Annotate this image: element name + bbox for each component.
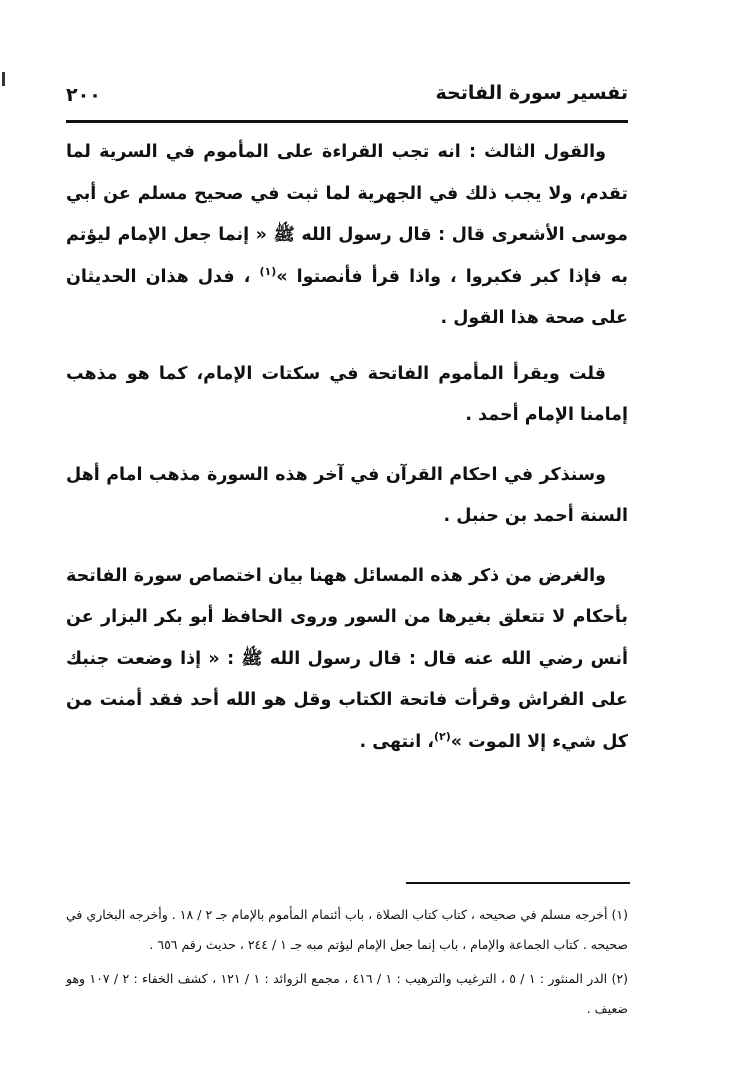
- footnote-text: أخرجه مسلم في صحيحه ، كتاب كتاب الصلاة ، باب أئتمام المأموم بالإمام جـ ٢ / ١٨ . وأخرجه البخاري في صحيحه . كتاب الجماعة والإمام ، باب إنما جعل الإمام ليؤتم مبه جـ ١ / ٢٤٤ ، حديث رقم ٦٥٦ .: [66, 907, 628, 952]
- page-number: ٢٠٠: [66, 84, 101, 106]
- paragraph-text: وسنذكر في احكام القرآن في آخر هذه السورة مذهب امام أهل السنة أحمد بن حنبل .: [66, 464, 628, 526]
- footnote-1: [66, 900, 628, 960]
- paragraph-ahkam: [66, 455, 628, 538]
- paragraph-purpose: [66, 556, 628, 764]
- running-title: تفسير سورة الفاتحة: [435, 82, 628, 104]
- paragraph-third-opinion: [66, 132, 628, 340]
- footnotes: [66, 900, 628, 1028]
- main-text: [66, 132, 628, 763]
- footnote-separator: [406, 882, 630, 884]
- footnote-2: [66, 964, 628, 1024]
- footnote-marker: (٢): [433, 729, 451, 743]
- paragraph-text-after: ، انتهى .: [359, 731, 434, 752]
- footnote-text: الدر المنثور : ١ / ٥ ، الترغيب والترهيب : ١ / ٤١٦ ، مجمع الزوائد : ١ / ١٢١ ، كشف الخفاء : ٢ / ١٠٧ وهو ضعيف .: [66, 971, 628, 1016]
- footnote-marker: (١): [259, 264, 277, 278]
- footnote-number: (٢): [611, 971, 628, 986]
- footnote-number: (١): [611, 907, 629, 922]
- page-header: [66, 76, 628, 120]
- paragraph-author-note: [66, 354, 628, 437]
- paragraph-text: والغرض من ذكر هذه المسائل ههنا بيان اختصاص سورة الفاتحة بأحكام لا تتعلق بغيرها من السور وروى الحافظ أبو بكر البزار عن أنس رضي الله عنه قال : قال رسول الله ﷺ : « إذا وضعت جنبك على الفراش وقرأت فاتحة الكتاب وقل هو الله أحد فقد أمنت من كل شيء إلا الموت »: [66, 565, 628, 752]
- paragraph-text-after: ، فدل هذان الحديثان على صحة هذا القول .: [66, 266, 628, 328]
- header-rule: [66, 120, 628, 123]
- paragraph-text: قلت ويقرأ المأموم الفاتحة في سكتات الإمام، كما هو مذهب إمامنا الإمام أحمد .: [66, 363, 628, 425]
- paragraph-text: والقول الثالث : انه تجب القراءة على المأموم في السرية لما تقدم، ولا يجب ذلك في الجهرية لما ثبت في صحيح مسلم عن أبي موسى الأشعرى قال : قال رسول الله ﷺ « إنما جعل الإمام ليؤتم به فإذا كبر فكبروا ، واذا قرأ فأنصتوا »: [66, 142, 628, 287]
- scan-edge-mark: [2, 72, 5, 86]
